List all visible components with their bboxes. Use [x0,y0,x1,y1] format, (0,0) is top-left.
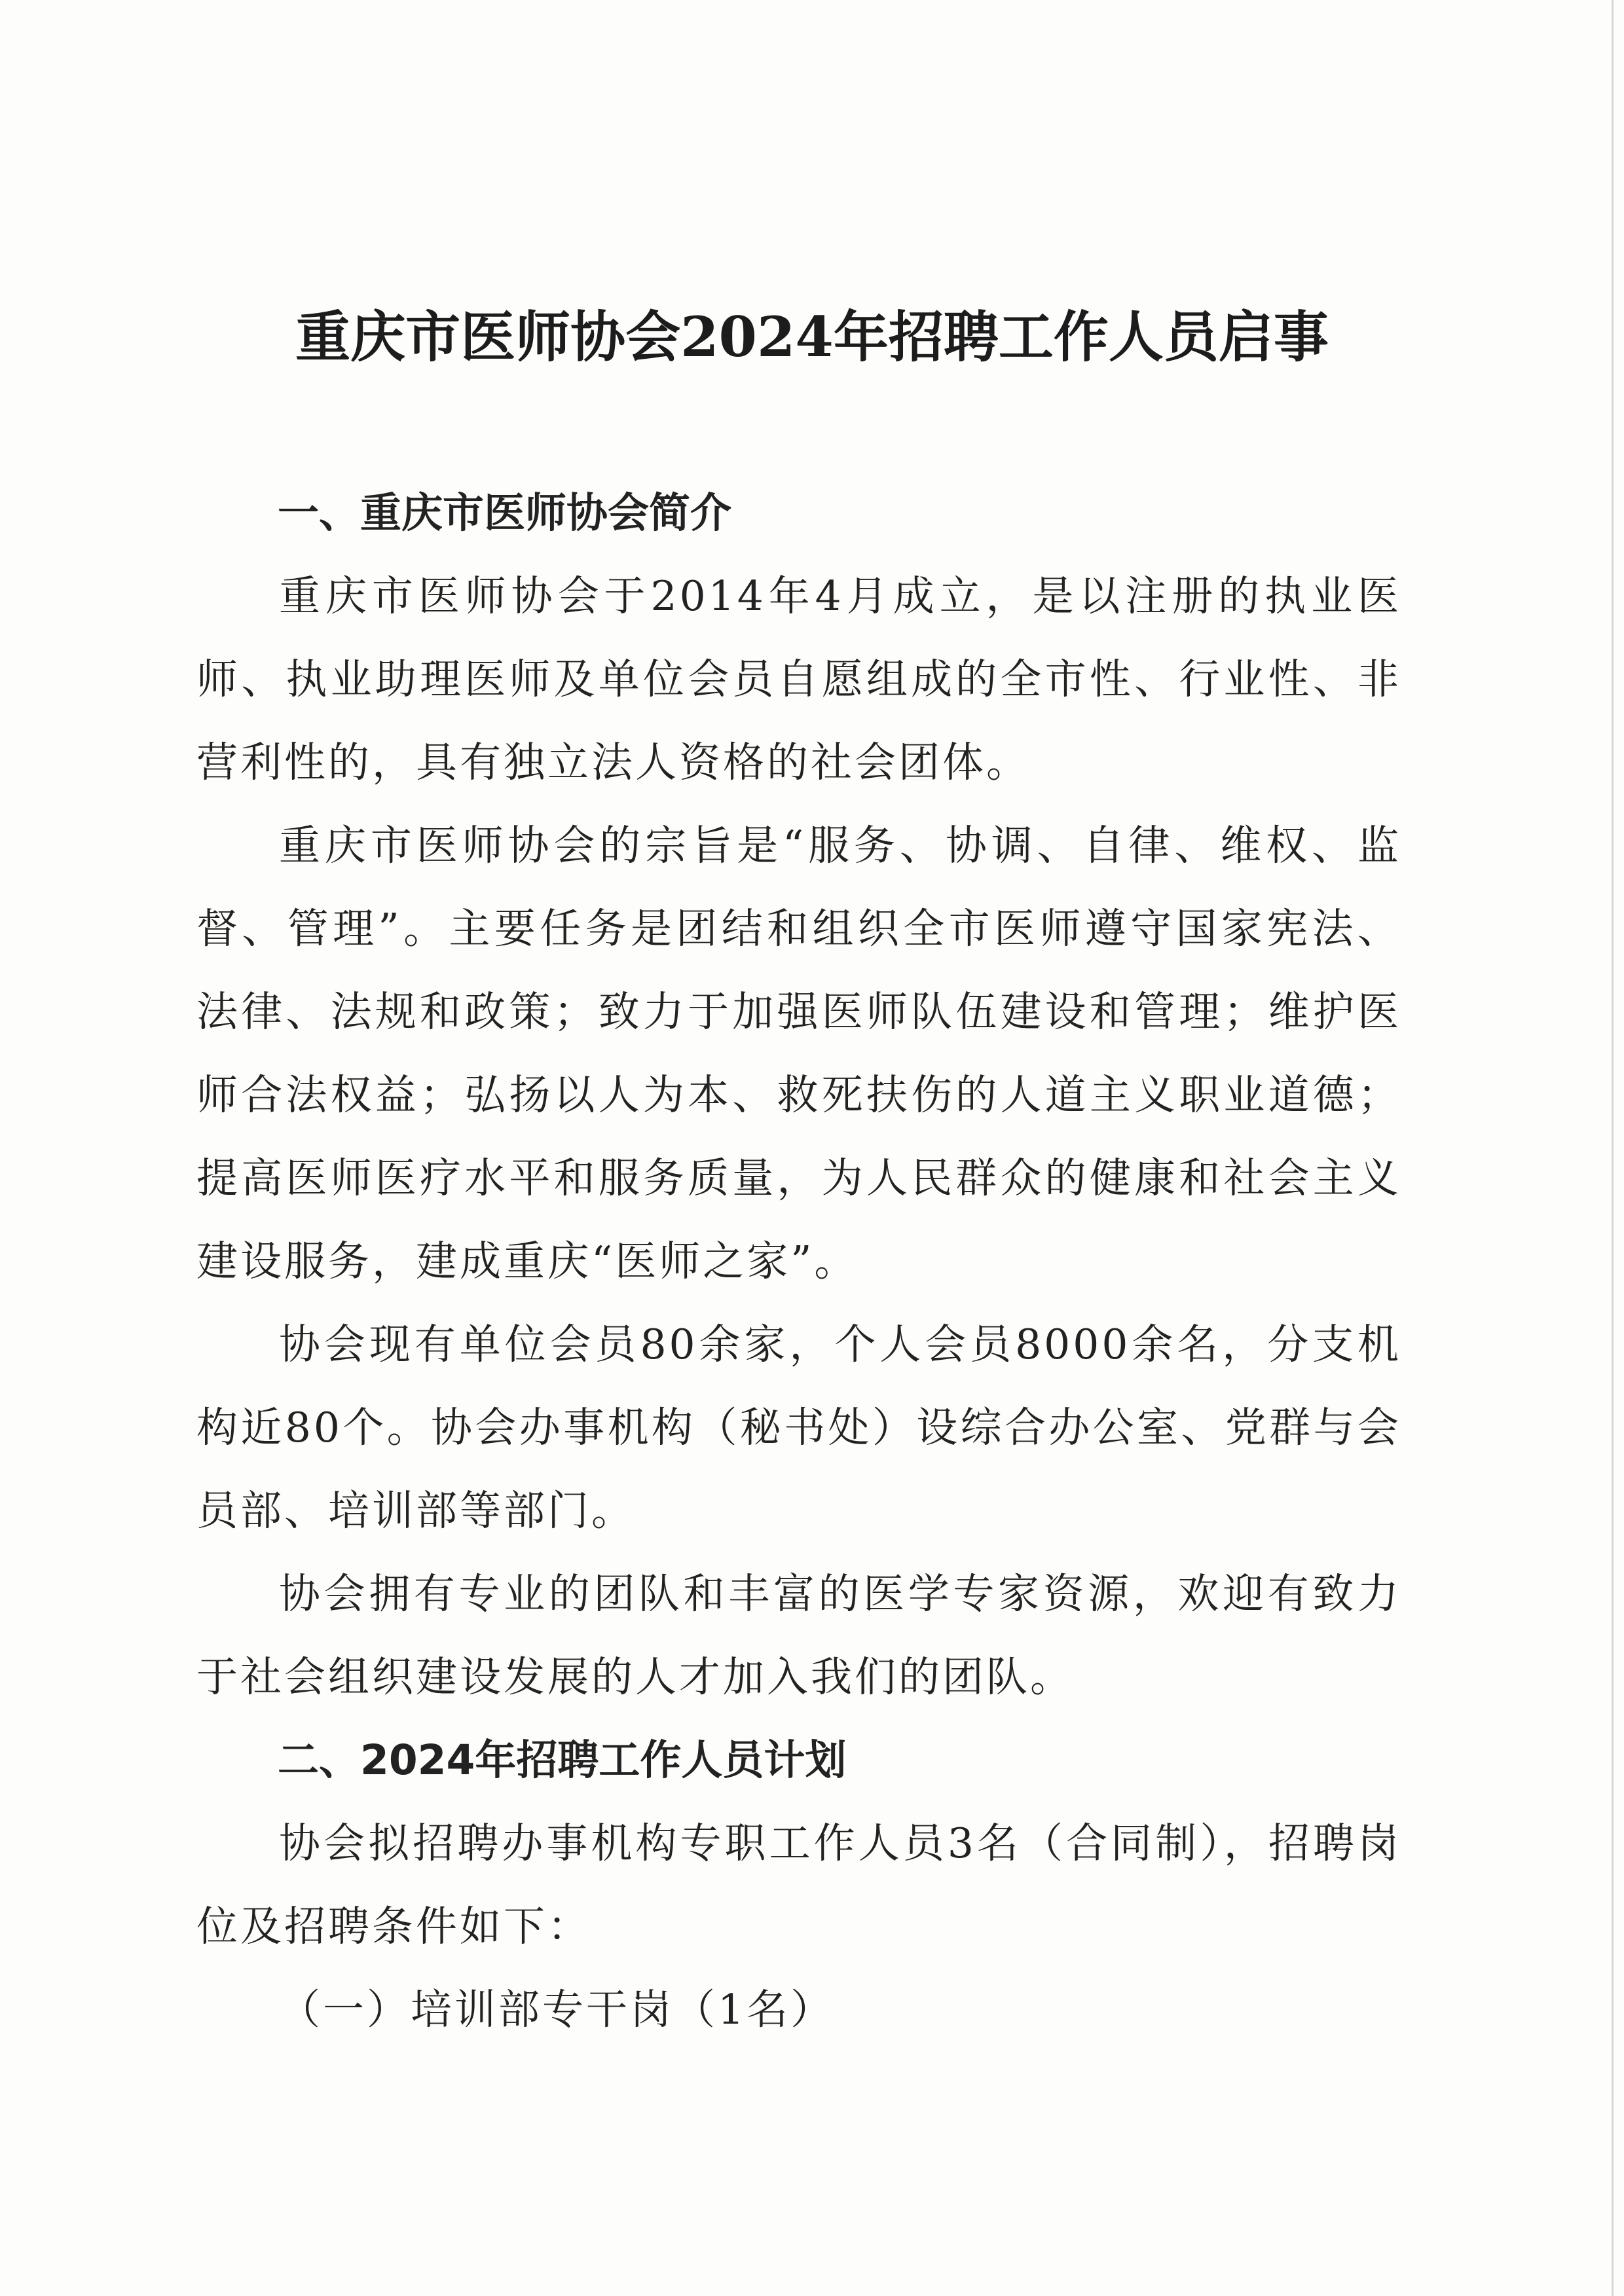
paragraph-mission: 重庆市医师协会的宗旨是“服务、协调、自律、维权、监督、管理”。主要任务是团结和组织全市医师遵守国家宪法、法律、法规和政策；致力于加强医师队伍建设和管理；维护医师合法权益；弘扬以人为本、救死扶伤的人道主义职业道德；提高医师医疗水平和服务质量，为人民群众的健康和社会主义建设服务，建成重庆“医师之家”。 [196,822,1401,1285]
paragraph-founding: 重庆市医师协会于2014年4月成立，是以注册的执业医师、执业助理医师及单位会员自愿组成的全市性、行业性、非营利性的，具有独立法人资格的社会团体。 [196,572,1401,786]
section-heading-intro: 一、重庆市医师协会简介 [278,489,731,537]
scan-edge-line [1612,0,1614,2296]
paragraph-members: 协会现有单位会员80余家，个人会员8000余名，分支机构近80个。协会办事机构（秘书处）设综合办公室、党群与会员部、培训部等部门。 [196,1321,1401,1535]
document-body [196,471,1401,2051]
section-heading-plan: 二、2024年招聘工作人员计划 [278,1736,847,1784]
document-title: 重庆市医师协会2024年招聘工作人员启事 [295,304,1329,369]
paragraph-welcome: 协会拥有专业的团队和丰富的医学专家资源，欢迎有致力于社会组织建设发展的人才加入我们的团队。 [196,1570,1401,1701]
paragraph-plan: 协会拟招聘办事机构专职工作人员3名（合同制），招聘岗位及招聘条件如下： [196,1819,1401,1950]
position-heading-training: （一）培训部专干岗（1名） [279,1986,835,2033]
